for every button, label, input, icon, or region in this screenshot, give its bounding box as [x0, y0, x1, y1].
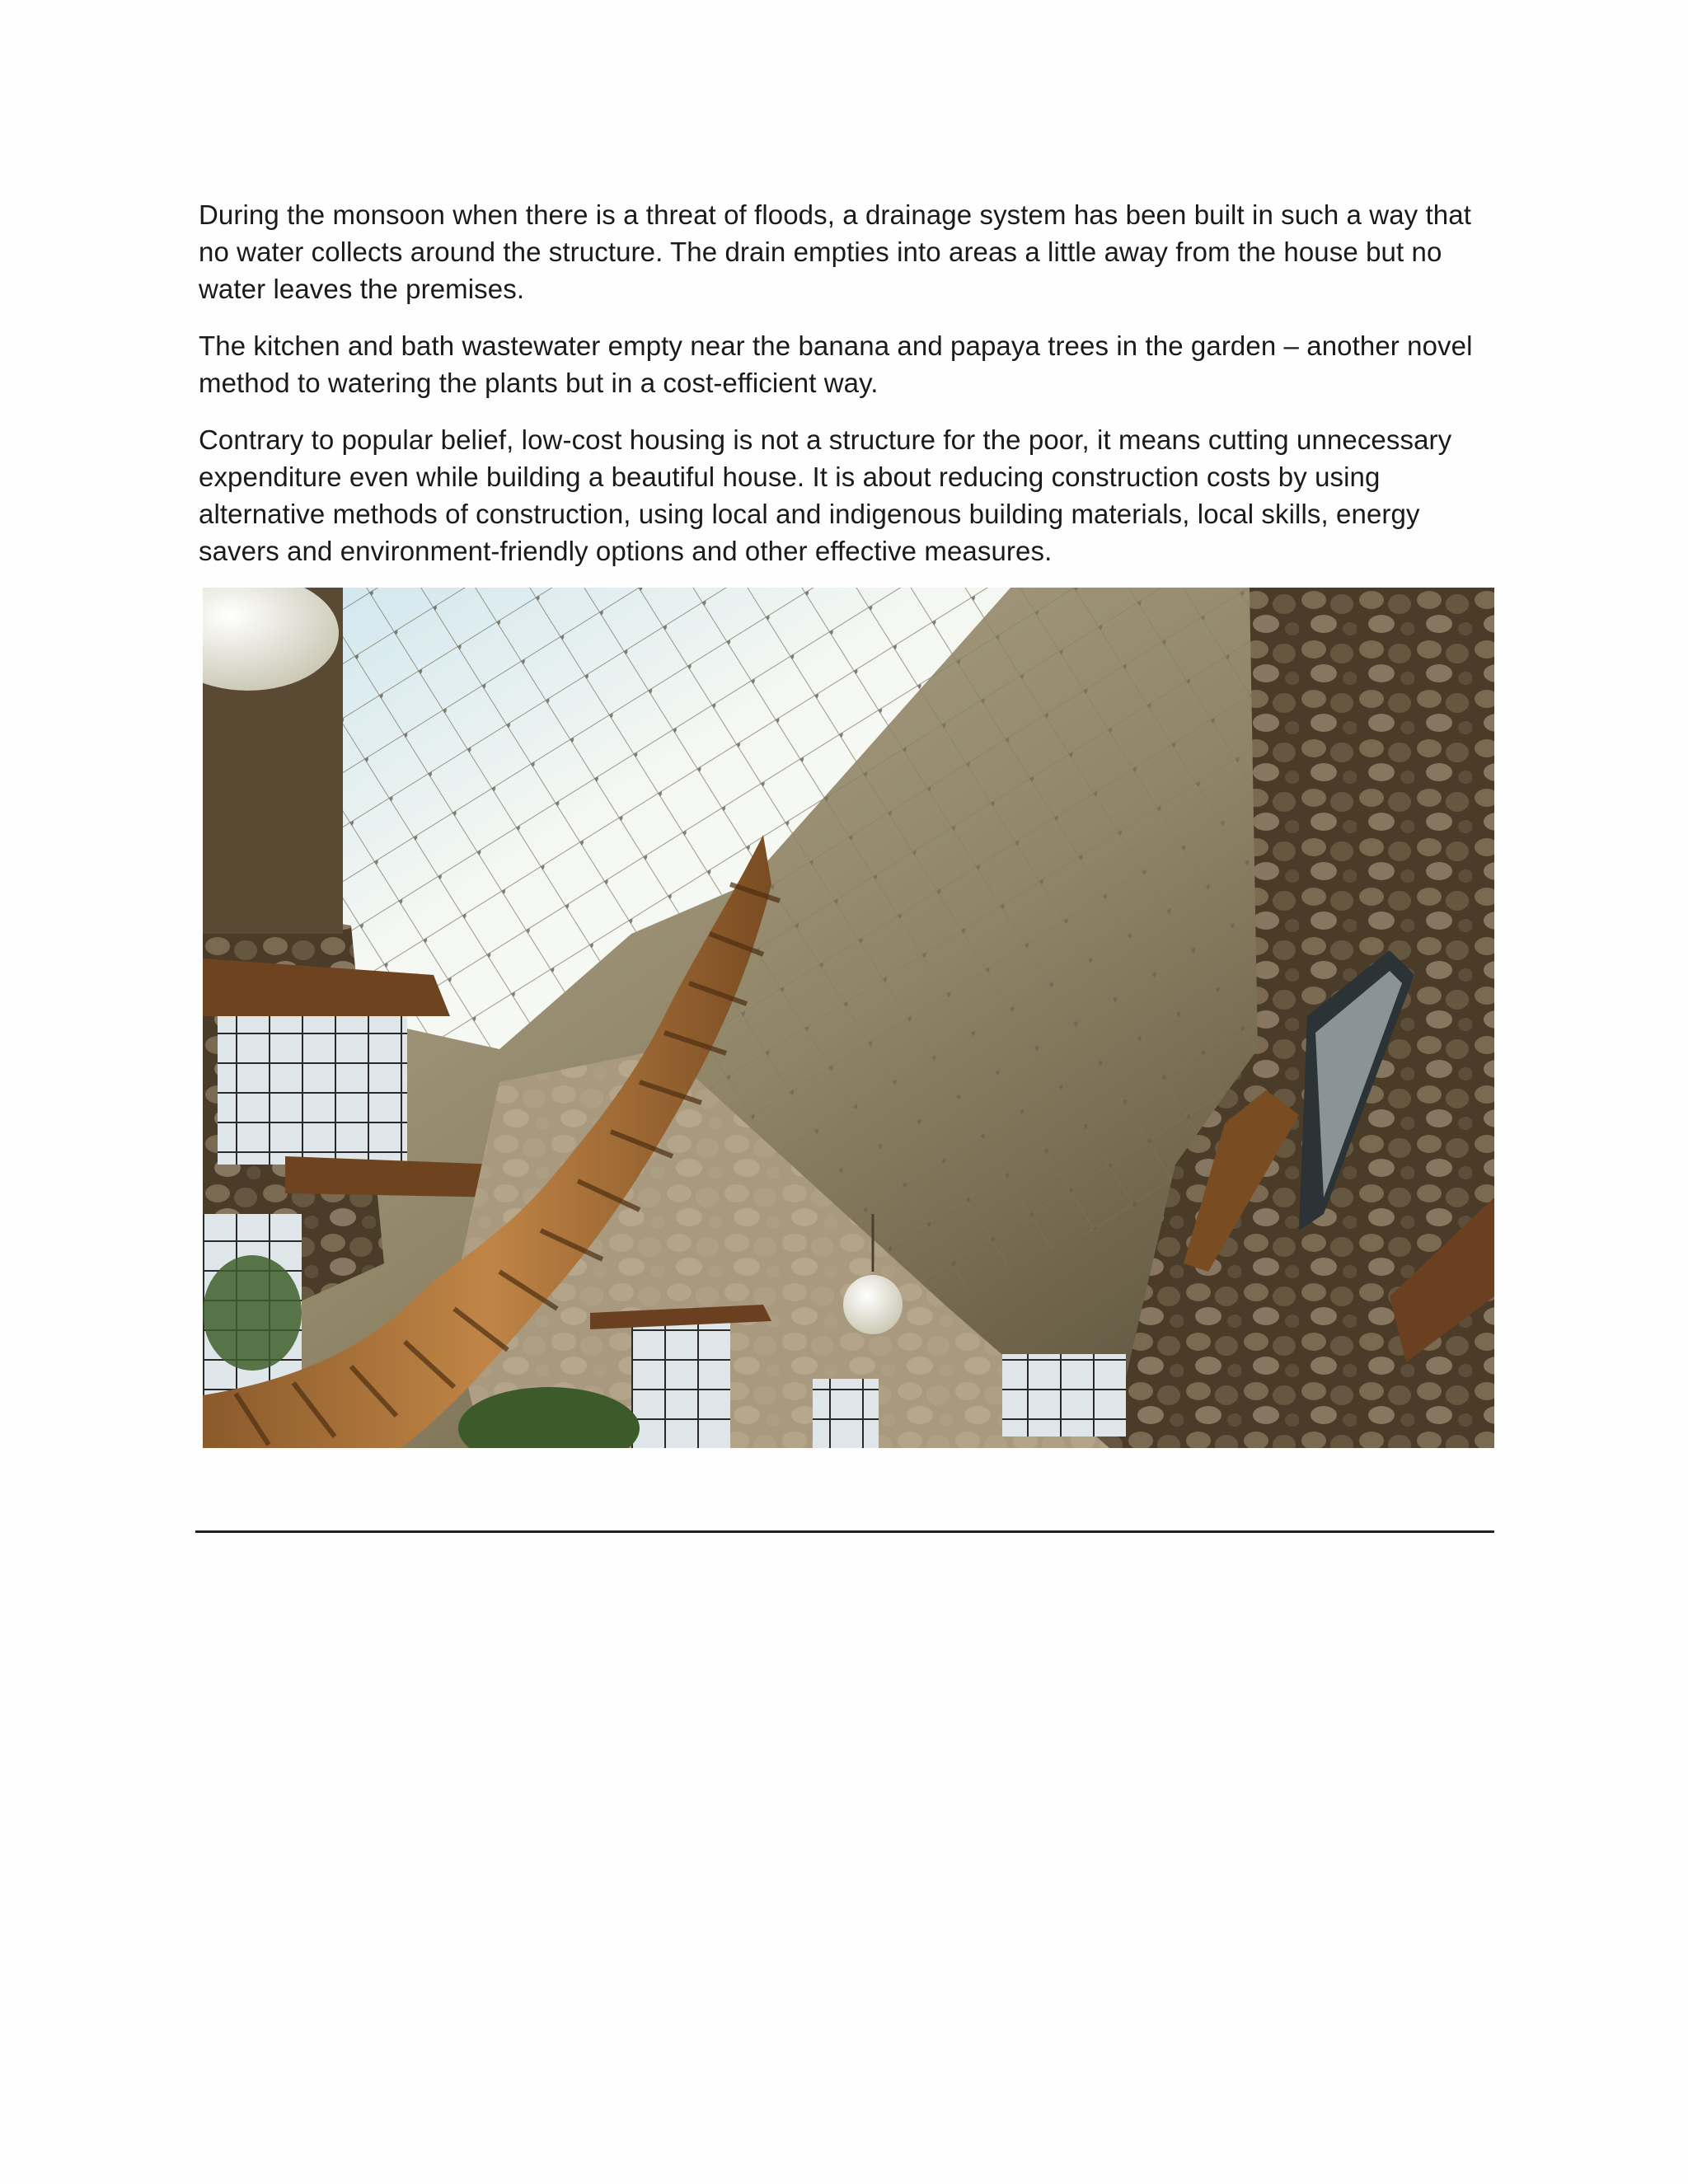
- body-text: [199, 196, 1501, 589]
- paragraph-drainage: During the monsoon when there is a threat of floods, a drainage system has been built in such a way that no water collects around the structure. The drain empties into areas a little away from the house but no water leaves the premises.: [199, 199, 1471, 304]
- interior-photo-illustration: [203, 588, 1494, 1448]
- paragraph-wastewater: The kitchen and bath wastewater empty near the banana and papaya trees in the garden – another novel method to watering the plants but in a cost-efficient way.: [199, 330, 1473, 398]
- paragraph-low-cost-housing: Contrary to popular belief, low-cost housing is not a structure for the poor, it means cutting unnecessary expenditure even while building a beautiful house. It is about reducing construction costs by using alternative methods of construction, using local and indigenous building materials, local skills, energy savers and environment-friendly options and other effective measures.: [199, 424, 1452, 566]
- section-divider: [195, 1530, 1494, 1533]
- interior-photo: [203, 588, 1494, 1448]
